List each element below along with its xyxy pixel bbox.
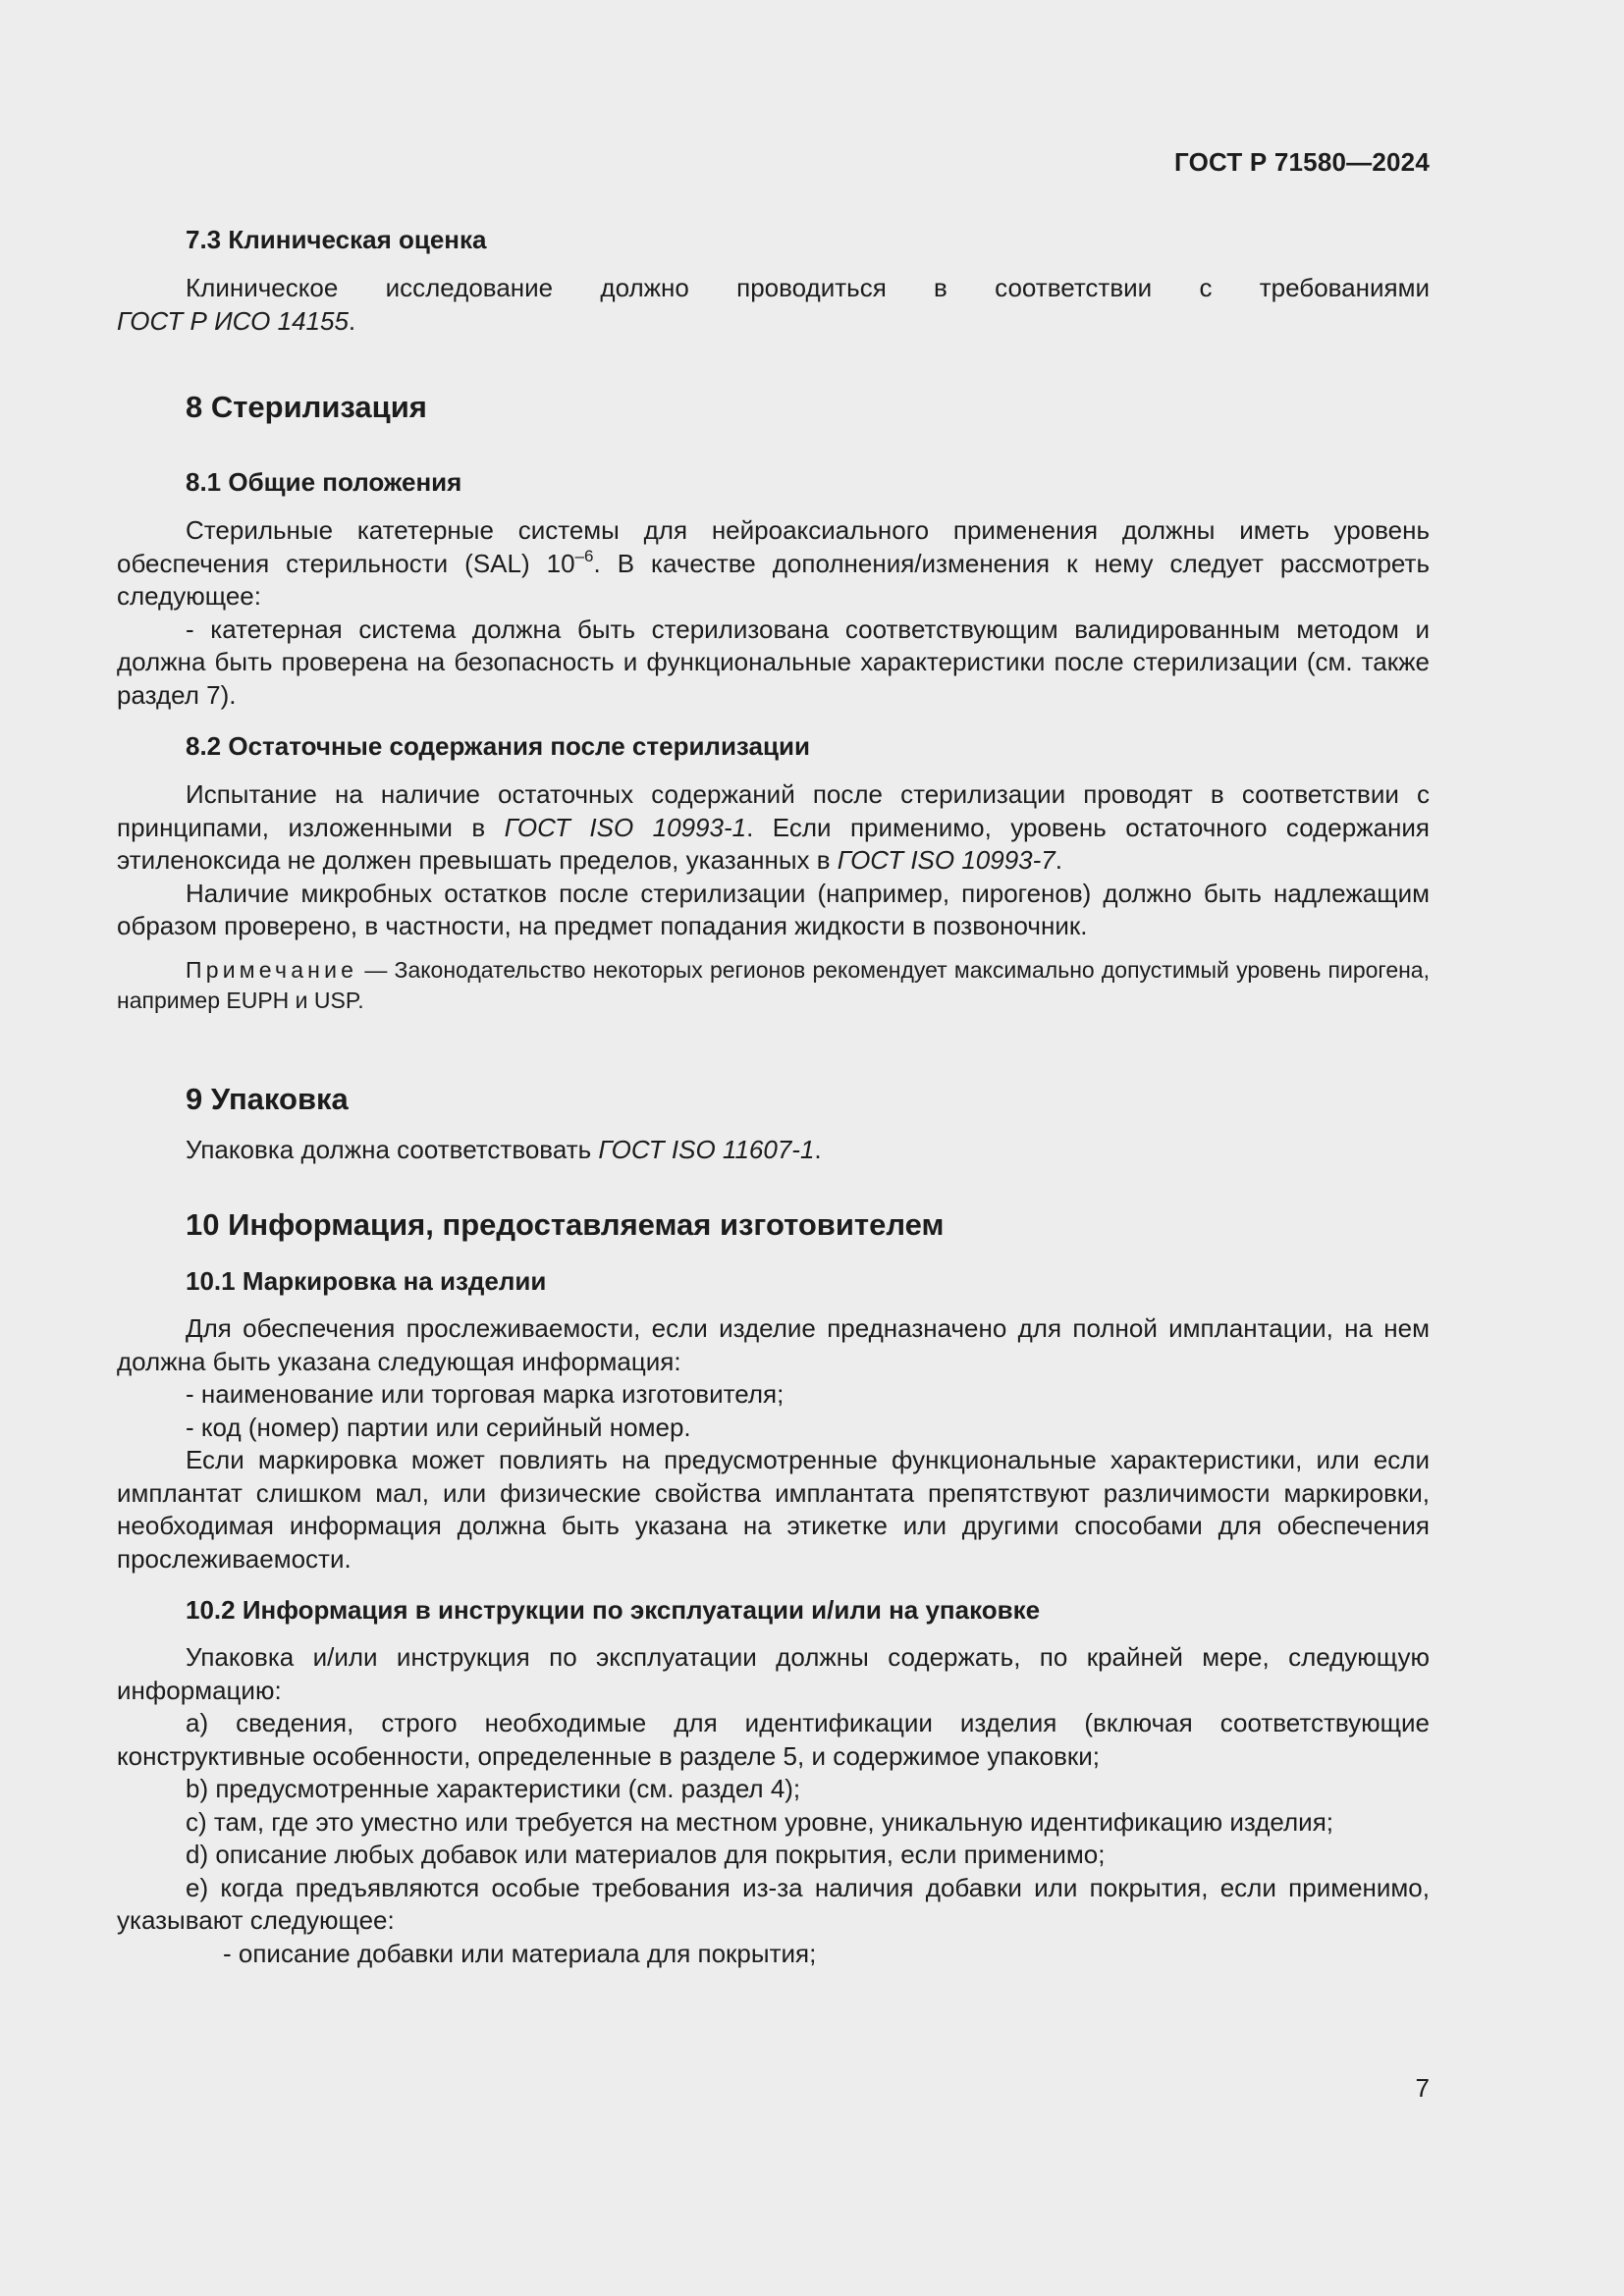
paragraph-8-2-microbial: Наличие микробных остатков после стерилизации (например, пирогенов) должно быть надлежащим образом проверено, в частности, на предмет попадания жидкости в позвоночник. (117, 878, 1430, 940)
heading-8: 8 Стерилизация (186, 390, 427, 424)
document-code-header: ГОСТ Р 71580—2024 (1174, 147, 1430, 177)
list-item: - код (номер) партии или серийный номер. (186, 1412, 691, 1442)
paragraph-10-1-marking: Если маркировка может повлиять на предусмотренные функциональные характеристики, или если имплантат слишком мал, или физические свойства имплантата препятствуют различимости маркировки, необходимая информация должна быть указана на этикетке или другими способами для обеспечения прослеживаемости. (117, 1445, 1430, 1574)
list-item: c) там, где это уместно или требуется на местном уровне, уникальную идентификацию изделия; (186, 1806, 1333, 1837)
paragraph-8-2: Испытание на наличие остаточных содержаний после стерилизации проводят в соответствии с принципами, изложенными в ГОСТ ISO 10993-1. Если применимо, уровень остаточного содержания этиленоксида не должен превышать пределов, указанных в ГОСТ ISO 10993-7. (117, 779, 1431, 875)
list-item: e) когда предъявляются особые требования из-за наличия добавки или покрытия, если применимо, указывают следующее: (117, 1872, 1430, 1935)
list-item: b) предусмотренные характеристики (см. раздел 4); (186, 1774, 801, 1803)
paragraph-9: Упаковка должна соответствовать ГОСТ ISO 11607-1. (186, 1134, 822, 1164)
page-number: 7 (1415, 2073, 1430, 2103)
paragraph-8-1: Стерильные катетерные системы для нейроаксиального применения должны иметь уровень обеспечения стерильности (SAL) $10^{-6}$. В качестве дополнения/изменения к нему следует рассмотреть следующее: (117, 515, 1430, 611)
list-item: - наименование или торговая марка изготовителя; (186, 1379, 785, 1409)
reference-gost-iso-10993-7: ГОСТ ISO 10993-7 (837, 845, 1056, 875)
heading-9: 9 Упаковка (186, 1081, 349, 1116)
list-item: - катетерная система должна быть стерилизована соответствующим валидированным методом и должна быть проверена на безопасность и функциональные характеристики после стерилизации (см. также раздел 7). (117, 614, 1430, 710)
paragraph-10-2: Упаковка и/или инструкция по эксплуатации должны содержать, по крайней мере, следующую информацию: (117, 1642, 1430, 1705)
note-label: Примечание (186, 956, 358, 983)
heading-10-1: 10.1 Маркировка на изделии (186, 1266, 547, 1296)
list-item: d) описание любых добавок или материалов для покрытия, если применимо; (186, 1840, 1106, 1869)
note: Примечание — Законодательство некоторых регионов рекомендует максимально допустимый уровень пирогена, например EUPH и USP. (117, 956, 1430, 1013)
paragraph-10-1: Для обеспечения прослеживаемости, если изделие предназначено для полной имплантации, на нем должна быть указана следующая информация: (117, 1313, 1430, 1376)
heading-7-3: 7.3 Клиническая оценка (186, 225, 487, 254)
list-item: a) сведения, строго необходимые для идентификации изделия (включая соответствующие конструктивные особенности, определенные в разделе 5, и содержимое упаковки; (117, 1708, 1430, 1771)
heading-8-2: 8.2 Остаточные содержания после стерилизации (186, 731, 810, 761)
paragraph-7-3-line2: ГОСТ Р ИСО 14155. (117, 305, 356, 336)
superscript-exponent: –6 (574, 546, 594, 565)
heading-10: 10 Информация, предоставляемая изготовителем (186, 1207, 945, 1242)
page-content (117, 224, 1430, 1970)
heading-10-2: 10.2 Информация в инструкции по эксплуатации и/или на упаковке (186, 1595, 1041, 1625)
paragraph-7-3-line1: Клиническое исследование должно проводиться в соответствии с требованиями (186, 273, 1430, 302)
reference-gost-iso-10993-1: ГОСТ ISO 10993-1 (504, 812, 747, 842)
heading-8-1: 8.1 Общие положения (186, 467, 462, 497)
reference-gost-iso-11607-1: ГОСТ ISO 11607-1 (598, 1134, 815, 1164)
sub-list-item: - описание добавки или материала для покрытия; (223, 1938, 817, 1968)
reference-gost-iso-14155: ГОСТ Р ИСО 14155 (117, 305, 349, 336)
